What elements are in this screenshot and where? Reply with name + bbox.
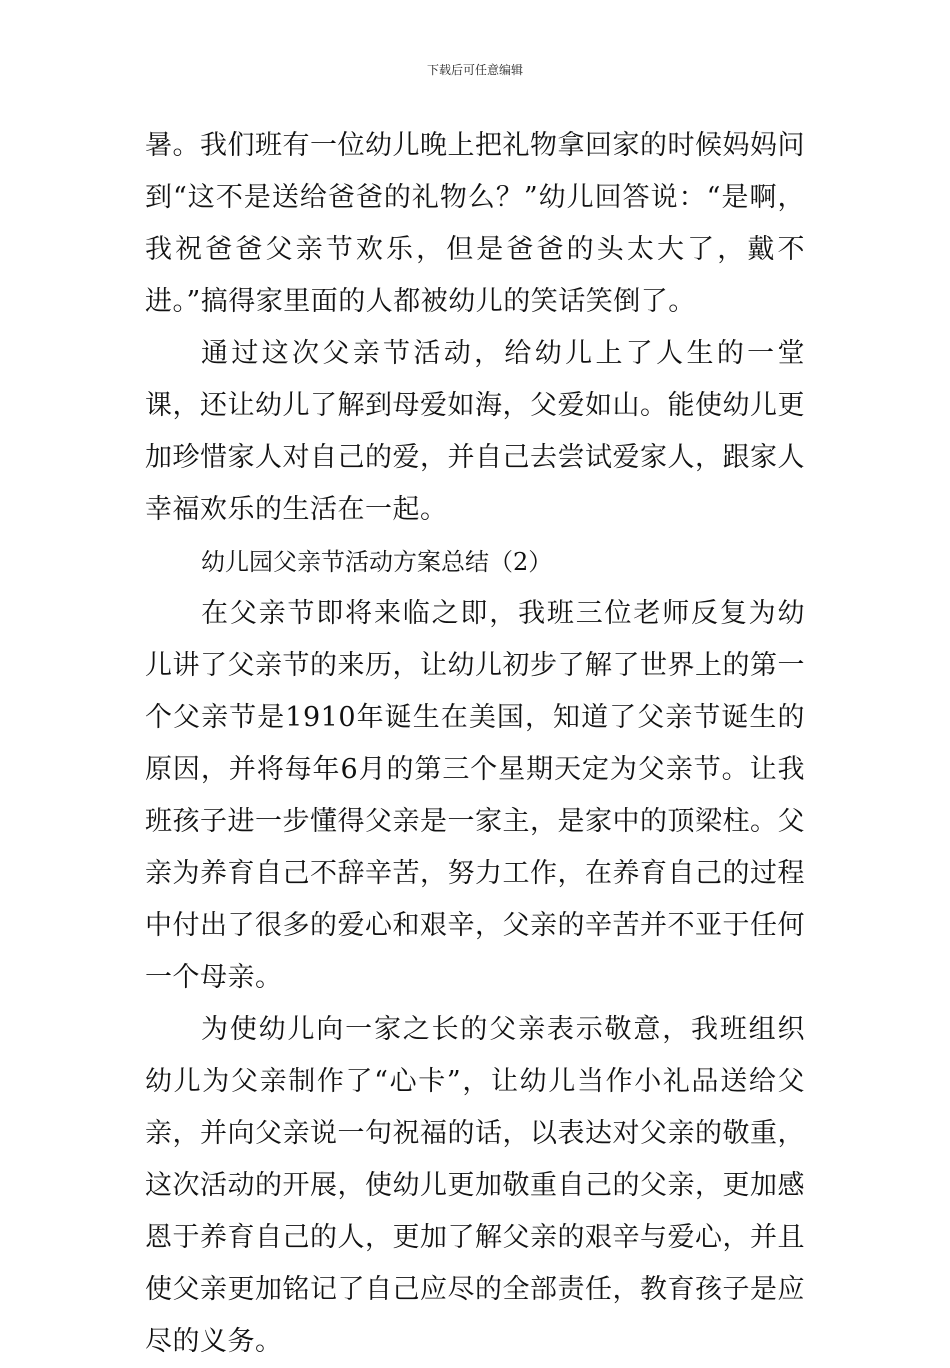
paragraph: 为使幼儿向一家之长的父亲表示敬意，我班组织幼儿为父亲制作了“心卡”，让幼儿当作小礼品送给父亲，并向父亲说一句祝福的话，以表达对父亲的敬重，这次活动的开展，使幼儿更加敬重自己的父亲，更加感恩于养育自己的人，更加了解父亲的艰辛与爱心，并且使父亲更加铭记了自己应尽的全部责任，教育孩子是应尽的义务。	[145, 1014, 805, 1357]
paragraph: 在父亲节即将来临之即，我班三位老师反复为幼儿讲了父亲节的来历，让幼儿初步了解了世界上的第一个父亲节是1910年诞生在美国，知道了父亲节诞生的原因，并将每年6月的第三个星期天定为父亲节。让我班孩子进一步懂得父亲是一家主，是家中的顶梁柱。父亲为养育自己不辞辛苦，努力工作，在养育自己的过程中付出了很多的爱心和艰辛，父亲的辛苦并不亚于任何一个母亲。	[145, 598, 805, 993]
document-body	[145, 120, 805, 1368]
page-header: 下载后可任意编辑	[426, 63, 523, 77]
paragraph: 通过这次父亲节活动，给幼儿上了人生的一堂课，还让幼儿了解到母爱如海，父爱如山。能使幼儿更加珍惜家人对自己的爱，并自己去尝试爱家人，跟家人幸福欢乐的生活在一起。	[145, 338, 805, 525]
paragraph-continuation: 暑。我们班有一位幼儿晚上把礼物拿回家的时候妈妈问到“这不是送给爸爸的礼物么？”幼儿回答说：“是啊，我祝爸爸父亲节欢乐，但是爸爸的头太大了，戴不进。”搞得家里面的人都被幼儿的笑话笑倒了。	[145, 130, 805, 317]
section-heading: 幼儿园父亲节活动方案总结（2）	[201, 548, 553, 576]
